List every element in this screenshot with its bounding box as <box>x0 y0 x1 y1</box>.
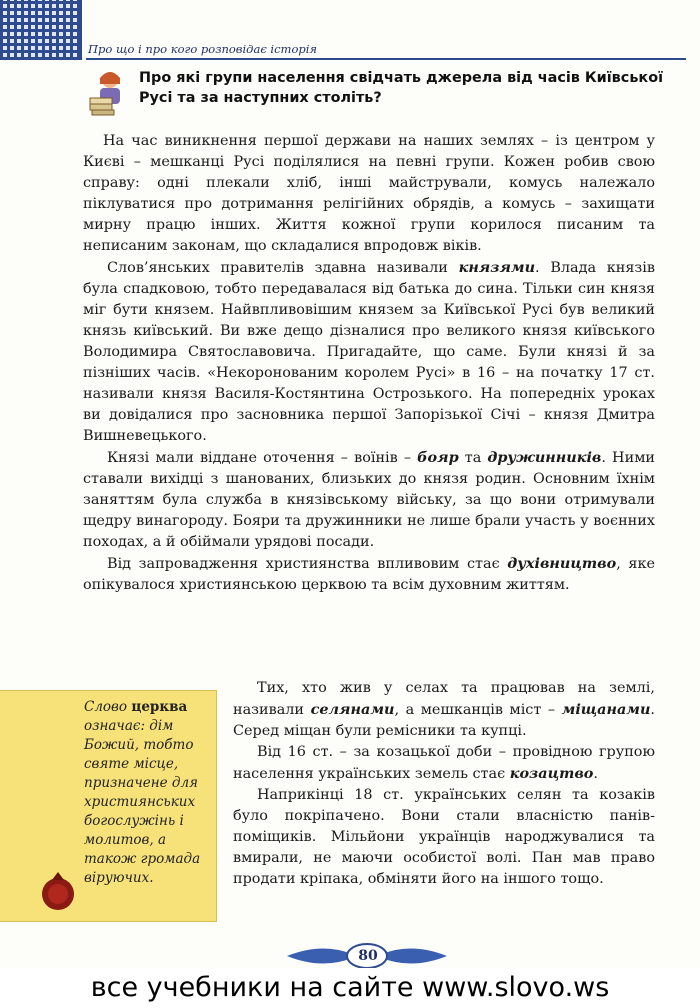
term-knyazi: князями <box>458 259 536 276</box>
text-run: Князі мали віддане оточення – воїнів – <box>107 450 418 466</box>
paragraph-1: На час виникнення першої держави на наших землях – із центром у Києві – мешканці Русі поділялися на певні групи. Кожен робив свою справу: одні плекали хліб, інші майстрували, комусь належало піклуватися про дотримання релігійних обрядів, а комусь – захищати мирну працю інших. Життя кожної групи корилося писаним та неписаним законам, що складалися впродовж віків. <box>83 133 655 254</box>
term-mishchany: міщанами <box>561 701 651 718</box>
paragraph-6 <box>233 742 655 785</box>
footer-banner: все учебники на сайте www.slovo.ws <box>0 968 700 1008</box>
text-run: та <box>458 450 488 466</box>
text-run: Тих, хто жив у селах та працював на землі, називали <box>233 680 655 718</box>
definition-word: церква <box>131 699 188 715</box>
text-run: , яке опікувалося християнською церквою та всім духовним життям. <box>83 556 655 593</box>
paragraph-7: Наприкінці 18 ст. українських селян та козаків було покріпачено. Вони стали власністю панів-поміщиків. Мільйони українців народжувалися та вмирали, не маючи особистої волі. Пан мав право продати кріпака, обміняти його на іншого тощо. <box>233 787 655 887</box>
paragraph-5 <box>233 678 655 742</box>
text-run: . Ними ставали вихідці з шанованих, близьких до князя родин. Основним їхнім заняттям була служба в князівському війську, за що вони отримували щедру винагороду. Бояри та дружинники не лише брали участь у воєнних походах, а й обіймали урядові посади. <box>83 450 655 550</box>
text-run: Від 16 ст. – за козацької доби – провідною групою населення українських земель стає <box>233 744 655 782</box>
text-run: Від запровадження християнства впливовим стає <box>107 556 508 572</box>
term-kozatstvo: козацтво <box>509 765 594 782</box>
header-ornament-icon <box>0 0 82 60</box>
paragraph-2 <box>83 257 655 447</box>
reading-girl-icon <box>88 70 124 116</box>
main-text <box>83 131 655 596</box>
lesson-question: Про які групи населення свідчать джерела від часів Київської Русі та за наступних століть? <box>139 70 664 106</box>
definition-text: означає: дім Божий, тобто святе місце, призначене для християнських богослужінь і молитов, а також громада віруючих. <box>84 718 201 886</box>
term-dukhivnytstvo: духівництво <box>507 555 617 572</box>
term-boyar: бояр <box>417 449 459 466</box>
definition-note <box>84 698 210 888</box>
text-run: . Серед міщан були ремісники та купці. <box>233 702 655 739</box>
term-selyany: селянами <box>310 701 395 718</box>
text-run: Слов’янських правителів здавна називали <box>107 260 459 276</box>
term-druzhynnyky: дружинників <box>487 449 602 466</box>
page-number: 80 <box>358 948 378 964</box>
text-run: , а мешканців міст – <box>394 702 562 718</box>
chapter-title: Про що і про кого розповідає історія <box>88 42 318 56</box>
text-run: . <box>593 766 598 782</box>
paragraph-3 <box>83 447 655 553</box>
wax-seal-icon <box>40 872 76 912</box>
header-divider <box>86 58 686 60</box>
definition-lead: Слово <box>84 699 132 715</box>
right-column-text <box>233 678 655 890</box>
paragraph-4 <box>83 553 655 596</box>
text-run: . Влада князів була спадковою, тобто передавалася від батька до сина. Тільки син князя міг бути князем. Найвпливовішим князем за Київської Русі був великий князь київський. Ви вже дещо дізналися про великого князя київського Володимира Святославовича. Пригадайте, що саме. Були князі й за пізніших часів. «Некоронованим королем Русі» в 16 – на початку 17 ст. називали князя Василя-Костянтина Острозького. На попередніх уроках ви довідалися про засновника першої Запорізької Січі – князя Дмитра Вишневецького. <box>83 260 655 444</box>
